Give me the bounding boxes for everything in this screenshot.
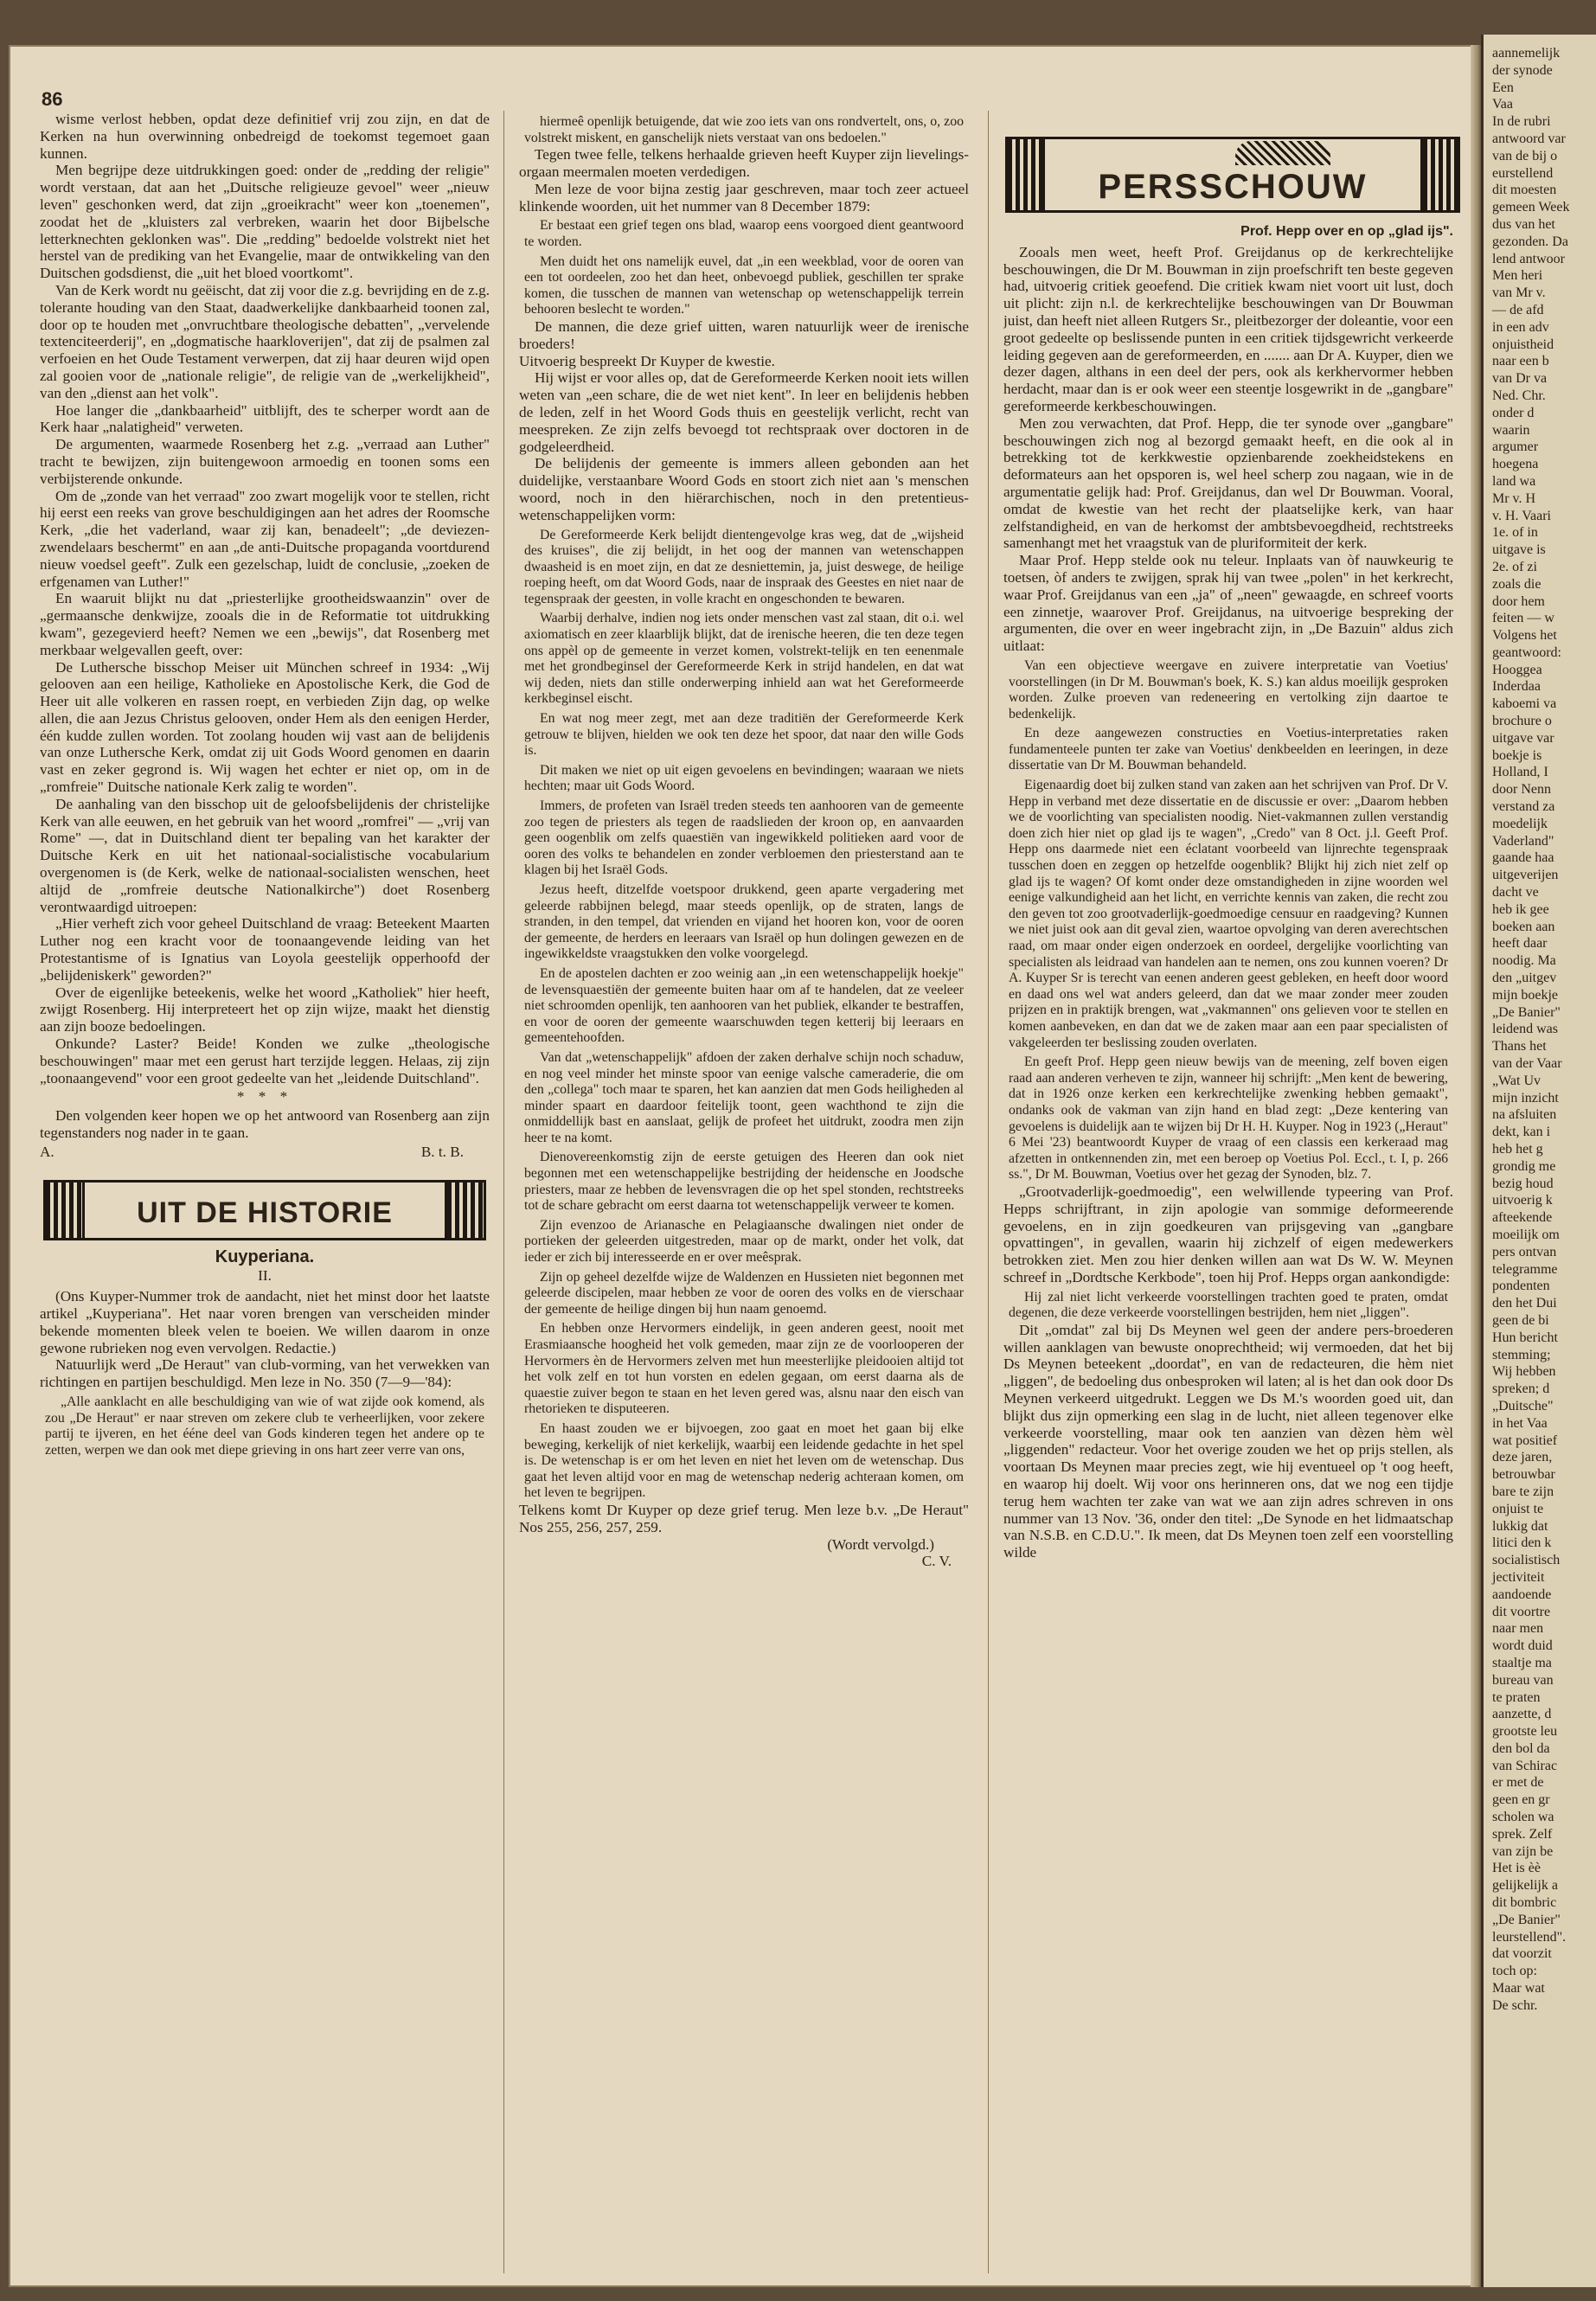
text-line: argumer — [1492, 439, 1539, 455]
text-line: spreken; d — [1492, 1381, 1550, 1397]
paragraph: wisme verlost hebben, opdat deze definitief vrij zou zijn, en dat de Kerken na hun overwinning onbedreigd de toekomst tegemoet gaan kunnen. — [40, 111, 490, 162]
quoted-paragraph: En deze aangewezen constructies en Voetius-interpretaties raken fundamenteele punten ter zake van Voetius' denkbeelden en leeringen, in deze dissertatie van Dr M. Bouwman behandeld. — [1009, 726, 1448, 773]
text-line: heeft daar — [1492, 936, 1548, 952]
text-line: heb ik gee — [1492, 901, 1549, 917]
text-line: De schr. — [1492, 1997, 1538, 2013]
text-line: bare te zijn — [1492, 1484, 1554, 1499]
text-line: wat positief — [1492, 1433, 1558, 1448]
text-line: geen en gr — [1492, 1792, 1550, 1808]
text-line: telegramme — [1492, 1261, 1558, 1277]
quoted-paragraph: En haast zouden we er bijvoegen, zoo gaat en moet het gaan bij elke beweging, kerkelijk of niet kerkelijk, waarbij een leidende gedachte in het spel is. De wetenschap is er om het leven en niet het leven om de wetenschap. Dus gaat het leven altijd voor en mag de wetenschap nederig achteraan komen, om het leven te begrijpen. — [524, 1420, 964, 1501]
uit-de-historie-banner — [43, 1180, 486, 1240]
text-line: aandoende — [1492, 1586, 1552, 1602]
paragraph: De mannen, die deze grief uitten, waren natuurlijk weer de irenische broeders! — [519, 317, 969, 352]
paragraph: Men zou verwachten, dat Prof. Hepp, die ter synode over „gangbare" beschouwingen zich nog al bezorgd gemaakt heeft, en die ook al in betrekking tot de kerkkwestie opzienbarende zoekheidstekens en deformateurs aan het opsporen is, wel heel scherp zou nagaan, wie in de argumentatie gelijk had: Prof. Greijdanus, dan wel Dr Bouwman. Vooral, omdat de kwestie van het recht der plaatselijke kerk, van haar zelfstandigheid, en van de herkomst der ambtsbevoegdheid, rechtstreeks samenhangt met het vraagstuk van de pluriformiteit der kerk. — [1003, 414, 1453, 552]
signature-left: A. — [40, 1143, 54, 1160]
text-line: grootste leu — [1492, 1724, 1558, 1740]
paragraph: Tegen twee felle, telkens herhaalde grieven heeft Kuyper zijn lievelings-orgaan meermalen moeten verdedigen. — [519, 146, 969, 180]
text-line: mijn boekje — [1492, 987, 1558, 1003]
column-divider-2 — [988, 111, 989, 2273]
quoted-paragraph: Hij zal niet licht verkeerde voorstellingen trachten goed te praten, omdat degenen, die deze verkeerde voorstellingen bestrijden, hem niet „liggen". — [1009, 1289, 1448, 1321]
text-line: Mr v. H — [1492, 490, 1536, 506]
text-line: afteekende — [1492, 1210, 1553, 1226]
text-line: Hun bericht — [1492, 1330, 1558, 1345]
text-line: brochure o — [1492, 714, 1552, 729]
text-line: zoals die — [1492, 576, 1542, 592]
text-line: deze jaren, — [1492, 1450, 1553, 1465]
paragraph: Men leze de voor bijna zestig jaar geschreven, maar toch zeer actueel klinkende woorden, uit het nummer van 8 December 1879: — [519, 180, 969, 215]
text-line: uitgave is — [1492, 542, 1546, 558]
text-line: den het Dui — [1492, 1296, 1557, 1311]
text-line: dat voorzit — [1492, 1946, 1552, 1962]
quoted-paragraph: Men duidt het ons namelijk euvel, dat „in een weekblad, voor de ooren van een tot oordeelen, zoo het dan heet, onbevoegd publiek, geschillen ter sprake komen, die tusschen de mannen van wetenschap op wetenschappelijk terrein behooren beslecht te worden." — [524, 253, 964, 317]
text-line: dus van het — [1492, 216, 1555, 232]
text-line: Thans het — [1492, 1039, 1547, 1054]
text-line: sprek. Zelf — [1492, 1826, 1553, 1842]
text-line: gezonden. Da — [1492, 234, 1568, 249]
paragraph: Hoe langer die „dankbaarheid" uitblijft, des te scherper wordt aan de Kerk haar „nalatigheid" verweten. — [40, 401, 490, 436]
quoted-paragraph: Zijn op geheel dezelfde wijze de Waldenzen en Hussieten niet begonnen met geleerde discipelen, maar hebben ze voor de ooren des volks en de vierschaar der gemeente de heilige dingen bij hun naam genoemd. — [524, 1269, 964, 1317]
text-line: van de bij o — [1492, 148, 1558, 163]
page-number: 86 — [42, 88, 63, 110]
paragraph: (Ons Kuyper-Nummer trok de aandacht, niet het minst door het laatste artikel „Kuyperiana". Het naar voren brengen van verscheiden minder bekende momenten bleek velen te boeien. We willen daarom in onze gewone rubrieken nog even vervolgen. Redactie.) — [40, 1288, 490, 1356]
text-line: aanzette, d — [1492, 1707, 1552, 1722]
text-line: dit voortre — [1492, 1604, 1551, 1619]
text-line: pondenten — [1492, 1279, 1550, 1294]
text-line: in een adv — [1492, 319, 1549, 335]
column-3 — [1003, 138, 1453, 2301]
article-title-hepp: Prof. Hepp over en op „glad ijs". — [1240, 224, 1453, 239]
paragraph: Hij wijst er voor alles op, dat de Gereformeerde Kerken nooit iets willen weten van „een schare, die de wet niet kent". In leer en belijdenis hebben de leden, zelf in het Woord Gods thuis en geestelijk verlicht, recht van meespreken. Ze zijn zelfs bevoegd tot rechtspraak over doctoren in de godgeleerdheid. — [519, 369, 969, 455]
text-line: Holland, I — [1492, 765, 1548, 780]
text-line: na afsluiten — [1492, 1107, 1557, 1123]
text-line: bezig houd — [1492, 1176, 1554, 1191]
text-line: dit bombric — [1492, 1895, 1557, 1911]
text-line: v. H. Vaari — [1492, 508, 1551, 523]
next-page-strip — [1481, 35, 1596, 2287]
text-line: uitgeverijen — [1492, 868, 1559, 883]
text-line: In de rubri — [1492, 114, 1551, 130]
text-line: van zijn be — [1492, 1843, 1554, 1859]
quoted-paragraph: Immers, de profeten van Israël treden steeds ten aanhooren van de gemeente zoo tegen de priesters als tegen de raadslieden der kroon op, en aanvaarden geen oogenblik om zelfs quaestiën van ingewikkeld politieken aard voor de ooren des volks te behandelen en zonder verbloemen den priesterstand aan te klagen bij het Israël Gods. — [524, 798, 964, 878]
text-line: Vaa — [1492, 97, 1513, 112]
text-line: Ned. Chr. — [1492, 388, 1546, 403]
paragraph: De belijdenis der gemeente is immers alleen gebonden aan het duidelijke, verstaanbare Woord Gods en stoort zich niet aan 's menschen woord, noch in den hiërarchischen, noch in den pretentieus-wetenschappelijken vorm: — [519, 455, 969, 523]
text-line: leurstellend". — [1492, 1929, 1567, 1945]
text-line: pers ontvan — [1492, 1244, 1557, 1259]
text-line: 1e. of in — [1492, 525, 1538, 541]
text-line: antwoord var — [1492, 131, 1566, 146]
text-line: van Dr va — [1492, 371, 1548, 387]
paragraph: Over de eigenlijke beteekenis, welke het woord „Katholiek" hier heeft, zwijgt Rosenberg. Hij interpreteert het op zijn wijze, maakt het dienstig aan zijn booze bedoelingen. — [40, 984, 490, 1035]
paragraph: Om de „zonde van het verraad" zoo zwart mogelijk voor te stellen, richt hij eerst een reeks van grove beschuldigingen aan het adres der Roomsche Kerk, „die het vaderland, waar zij kan, benadeelt"; „de deviezen-zwendelaars beschermt" en aan „de anti-Duitsche propaganda voortdurend nieuw voedsel geeft". Zulk een gezelschap, luidt de conclusie, „zoeken de erfgenamen van Luther!" — [40, 487, 490, 590]
text-line: dit moesten — [1492, 183, 1557, 198]
text-line: grondig me — [1492, 1158, 1556, 1174]
text-line: staaltje ma — [1492, 1655, 1552, 1670]
text-line: Inderdaa — [1492, 679, 1541, 695]
text-line: land wa — [1492, 473, 1536, 489]
text-line: aannemelijk — [1492, 46, 1561, 61]
text-line: Volgens het — [1492, 628, 1557, 644]
next-page-text — [1484, 35, 1596, 2015]
author-initials: C. V. — [921, 1553, 952, 1570]
paragraph: „Grootvaderlijk-goedmoedig", een welwillende typeering van Prof. Hepps schrijftrant, in zijn apologie van sommige deformeerende gevoelens, en in zijn goedkeuren van prijsgeving van „gangbare opvattingen", in gevallen, waarin hij zichzelf of eigen medewerkers betrokken ziet. Men zou hier denken willen aan wat Ds W. W. Meynen schreef in „Dordtsche Kerkbode", toen hij Prof. Hepps organ aankondigde: — [1003, 1183, 1453, 1285]
banner-stripes-right — [447, 1183, 484, 1238]
kuyperiana-title: Kuyperiana. — [215, 1247, 315, 1266]
text-line: Maar wat — [1492, 1981, 1545, 1997]
text-line: onder d — [1492, 405, 1535, 420]
section-stars: * * * — [236, 1088, 293, 1106]
text-line: Een — [1492, 80, 1514, 95]
signature-right: B. t. B. — [420, 1143, 464, 1160]
part-numeral: II. — [258, 1267, 272, 1285]
quoted-paragraph: En de apostelen dachten er zoo weinig aan „in een wetenschappelijk hoekje" de levensquaestiën der gemeente buiten haar om af te handelen, dat ze veeleer niet schroomden openlijk, ten aanhooren van het publiek, elkander te bestraffen, en voor de ooren der gemeente waarschuwden tegen ketterij bij leeraars en gemeentehoofden. — [524, 965, 964, 1046]
paragraph: De Luthersche bisschop Meiser uit München schreef in 1934: „Wij gelooven aan een heilige, Katholieke en Apostolische Kerk, die God de Heer uit alle volkeren en rassen roept, en verbieden Zijn dag, op welke allen, die aan Jezus Christus gelooven, onder Hem als den eenigen Herder, één kudde zullen worden. Tot zoolang houden wij vast aan de belijdenis van onze Luthersche Kerk, omdat zij uit Gods Woord genomen en daarin vast en zeker gegrond is. Wij wagen het echter er niet op, om in de „romfreie" Duitsche nationale Kerk zalig te worden". — [40, 658, 490, 796]
article-rosenberg — [40, 111, 490, 1086]
text-line: litici den k — [1492, 1535, 1552, 1551]
text-line: naar een b — [1492, 354, 1549, 369]
text-line: mijn inzicht — [1492, 1090, 1559, 1106]
quoted-paragraph: Van een objectieve weergave en zuivere interpretatie van Voetius' voorstellingen (in Dr M. Bouwman's boek, K. S.) kan aldus moeilijk gesproken worden. Zulke proeven van redeneering en vertolking zijn daartoe te bedenkelijk. — [1009, 657, 1448, 721]
text-line: geantwoord: — [1492, 644, 1561, 660]
text-line: gemeen Week — [1492, 200, 1570, 215]
text-line: moedelijk — [1492, 816, 1548, 831]
text-line: naar men — [1492, 1621, 1544, 1637]
quoted-paragraph: Van dat „wetenschappelijk" afdoen der zaken derhalve schijn noch schaduw, en nog veel minder het minste spoor van eenige valsche cameraderie, die om den „collega" toch maar te sparen, het kan aanzien dat men Gods heiligheden al minder spaart en daardoor feitelijk toont, geen wachthond te zijn die onmiddellijk bast en aanslaat, gelijk de profeet het uitdrukt, zoodra men zijn heer te na komt. — [524, 1049, 964, 1145]
kuyperiana-quote: „Alle aanklacht en alle beschuldiging van wie of wat zijde ook komend, als zou „De Heraut" er naar streven om zekere club te verheerlijken, voor zekere partij te ijveren, en het ééne deel van Gods kinderen tegen het andere op te zetten, werpen we dan ook met diepe grieving in ons hart zeer verre van ons, — [45, 1394, 484, 1458]
text-line: te praten — [1492, 1689, 1541, 1705]
text-line: betrouwbar — [1492, 1467, 1555, 1483]
text-line: gelijkelijk a — [1492, 1878, 1558, 1894]
quoted-paragraph: Er bestaat een grief tegen ons blad, waarop eens voorgoed dient geantwoord te worden. — [524, 218, 964, 249]
text-line: boekje is — [1492, 747, 1542, 763]
paragraph: „Hier verheft zich voor geheel Duitschland de vraag: Beteekent Maarten Luther nog een kracht voor de toonaangevende leiding van het Protestantisme of is Ignatius van Loyola geestelijk opperhoofd der „belijdeniskerk" geworden?" — [40, 915, 490, 984]
text-line: eurstellend — [1492, 165, 1554, 181]
text-line: hoegena — [1492, 457, 1539, 472]
text-line: toch op: — [1492, 1964, 1537, 1979]
text-line: „De Banier" — [1492, 1912, 1561, 1927]
quoted-paragraph: En geeft Prof. Hepp geen nieuw bewijs van de meening, zelf boven eigen raad aan anderen verheven te zijn, wanneer hij schrijft: „Men kent de bewering, dat in 1926 onze kerken een kerkrechtelijke zwenking hebben gemaakt", ondanks ook de vakman van zijn hand en blad zegt: „Deze kentering van gevoelens is duidelijk aan te wijzen bij Dr H. H. Kuyper. Nog in 1923 („Heraut" 6 Mei '23) beantwoordt Kuyper de vraag of een classis een kerkeraad mag afzetten in ontkennenden zin, met een beroep op Voetius Pol. Eccl., t. I, p. 266 ss.", Dr M. Bouwman, Voetius over het gezag der Synoden, blz. 7. — [1009, 1054, 1448, 1183]
text-line: dacht ve — [1492, 885, 1539, 901]
quoted-paragraph: De Gereformeerde Kerk belijdt dientengevolge kras weg, dat de „wijsheid des kruises", die zij belijdt, in het oog der mannen van wetenschappen dwaasheid is en moet zijn, en dat ze desniettemin, ja, juist deswege, de heilige roeping heeft, om dat Woord Gods, naar de inspraak des Geestes en niet naar de tegenspraak der geesten, in volle kracht en ongeschonden te bewaren. — [524, 527, 964, 606]
text-line: in het Vaa — [1492, 1415, 1548, 1431]
text-line: lend antwoor — [1492, 251, 1565, 266]
text-line: dekt, kan i — [1492, 1125, 1551, 1140]
text-line: uitgave var — [1492, 730, 1554, 746]
text-line: verstand za — [1492, 799, 1555, 815]
quoted-paragraph: Dienovereenkomstig zijn de eerste getuigen des Heeren dan ook niet begonnen met een wetenschappelijke bestrijding der heidensche en Joodsche priesters, maar ze hebben de levensvragen die op het spel stonden, rechtstreeks tot de schare gebracht om eerst daarna tot wetenschappelijk verweer te komen. — [524, 1150, 964, 1214]
signature — [40, 1144, 490, 1161]
quoted-paragraph: Jezus heeft, ditzelfde voetspoor drukkend, geen aparte vergadering met geleerde rabbijnen belegd, maar steeds openlijk, op de straten, langs de stranden, in den tempel, dat vrienden en vijand het hooren kon, voor de ooren der gemeente, de herders en leeraars van Israël op hun dolingen gewezen en de ingewikkeldste vraagstukken den volke voorgelegd. — [524, 881, 964, 962]
quoted-paragraph: Waarbij derhalve, indien nog iets onder menschen vast zal staan, dit o.i. wel axiomatisch en zeer klaarblijk blijkt, dat de irenische heeren, die ten deze tegen ons appèl op de gemeente in verzet komen, volstrekt-telijk en ten eenenmale met het grondbeginsel der Gereformeerde Kerk in strijd handelen, en dat wat wij deden, niets dan stille onderwerping inhield aan wat het Gereformeerde kerkbeginsel eischt. — [524, 611, 964, 707]
text-line: heb het g — [1492, 1142, 1543, 1157]
paragraph: En waaruit blijkt nu dat „priesterlijke grootheidswaanzin" over de „germaansche denkwijze, zooals die in de Reformatie tot uitdrukking kwam", gezegevierd heeft? Nemen we een „bewijs", dat Rosenberg met merkbaar welgevallen geeft, over: — [40, 590, 490, 658]
text-line: 2e. of zi — [1492, 559, 1537, 574]
closing-paragraph: Den volgenden keer hopen we op het antwoord van Rosenberg aan zijn tegenstanders nog nader in te gaan. — [40, 1107, 490, 1142]
banner-title: UIT DE HISTORIE — [82, 1183, 447, 1238]
text-line: jectiviteit — [1492, 1569, 1545, 1585]
text-line: noodig. Ma — [1492, 953, 1556, 969]
text-line: den bol da — [1492, 1740, 1550, 1756]
text-line: den „uitgev — [1492, 971, 1557, 986]
banner-spacer — [1003, 138, 1453, 221]
paragraph: Men begrijpe deze uitdrukkingen goed: onder de „redding der religie" wordt verstaan, dat aan het „Duitsche religieuze gevoel" weer „nieuw leven" geschonken werd, dat zijn „groeikracht" weer kon „toenemen", zoodat het de „kluisters zal verbreken, waarin het door Bijbelsche letterknechten geklonken was". Die „redding" bedoelde volstrekt niet het herstel van de prediking van het Evangelie, maar de ontwikkeling van den Duitschen godsdienst, die „uit het bloed voortkomt". — [40, 162, 490, 282]
paragraph: De aanhaling van den bisschop uit de geloofsbelijdenis der christelijke Kerk van alle eeuwen, en het gebruik van het woord „romfrei" — „vrij van Rome" —, dat in Duitschland dient ter bepaling van het karakter der Duitsche Kerk en uit het nationaal-socialistische vocabularium overgenomen is (de Kerk, welke de nationaal-socialisten wenschen, heet altijd de „romfreie deutsche Nationalkirche") doet Rosenberg verontwaardigd uitroepen: — [40, 795, 490, 915]
newspaper-page — [9, 45, 1479, 2287]
text-line: Wij hebben — [1492, 1364, 1556, 1380]
article-kuyperiana-cont — [519, 114, 969, 1536]
column-2 — [519, 111, 969, 2273]
text-line: waarin — [1492, 422, 1530, 438]
text-line: Het is èè — [1492, 1861, 1541, 1876]
article-hepp — [1003, 244, 1453, 1561]
quoted-paragraph: hiermeê openlijk betuigende, dat wie zoo iets van ons rondvertelt, ons, o, zoo volstrekt miskent, en ganschelijk niets verstaat van ons bedoelen." — [524, 114, 964, 145]
quoted-paragraph: Zijn evenzoo de Arianasche en Pelagiaansche dwalingen niet onder de portieken der geleerden uitgestreden, maar op de markt, onder het volk, dat ieder er zich bij interesseerde en er over meêsprak. — [524, 1217, 964, 1266]
text-line: door hem — [1492, 593, 1545, 609]
paragraph: Onkunde? Laster? Beide! Konden we zulke „theologische beschouwingen" maar met een gerust hart terzijde leggen. Helaas, zij zijn „toonaangevend" voor een groot gedeelte van het „leidende Duitschland". — [40, 1035, 490, 1086]
text-line: geen de bi — [1492, 1312, 1549, 1328]
text-line: „Wat Uv — [1492, 1073, 1542, 1088]
text-line: — de afd — [1492, 302, 1544, 317]
paragraph: Maar Prof. Hepp stelde ook nu teleur. Inplaats van òf nauwkeurig te toetsen, òf anders te zwijgen, sprak hij van twee „polen" in het kerkrecht, waar Prof. Greijdanus van een „ja" of „neen" gewaagde, en schreef voorts een zinnetje, waarover Prof. Greijdanus, na uitvoerige bespreking der argumenten, die over en weer ingebracht zijn, in „De Bazuin" aldus zich uitlaat: — [1003, 552, 1453, 655]
text-line: van Mr v. — [1492, 285, 1546, 301]
text-line: gaande haa — [1492, 850, 1554, 866]
text-line: door Nenn — [1492, 782, 1551, 798]
text-line: wordt duid — [1492, 1638, 1553, 1654]
text-line: boeken aan — [1492, 919, 1555, 934]
text-line: leidend was — [1492, 1022, 1558, 1037]
text-line: onjuist te — [1492, 1501, 1544, 1516]
paragraph: Natuurlijk werd „De Heraut" van club-vorming, van het verwekken van richtingen en partijen beschuldigd. Men leze in No. 350 (7—9—'84): — [40, 1356, 490, 1391]
text-line: scholen wa — [1492, 1810, 1554, 1825]
paragraph: De argumenten, waarmede Rosenberg het z.g. „verraad aan Luther" tracht te bewijzen, zijn buitengewoon armoedig en toonen soms een verbijsterende onkunde. — [40, 436, 490, 487]
text-line: Hooggea — [1492, 662, 1542, 677]
text-line: „Duitsche" — [1492, 1398, 1554, 1413]
column-1 — [40, 111, 490, 2273]
text-line: uitvoerig k — [1492, 1193, 1553, 1208]
paragraph: Zooals men weet, heeft Prof. Greijdanus op de kerkrechtelijke beschouwingen, die Dr M. Bouwman in zijn proefschrift ten beste gegeven had, uitvoerig critiek geoefend. Die critiek kwam niet voort uit lust, doch uit plicht: zijn n.l. de kerkrechtelijke beschouwingen van Dr Bouwman juist, dan heeft niet alleen Rutgers Sr., pleitbezorger der doleantie, voor een groot gedeelte op beslissende punten in een critiek tijdsgewricht verkeerde leiding gegeven aan de gereformeerden, en ....... aan Dr A. Kuyper, dien we dezer dagen, althans in een deel der pers, ook als kerkhervormer hebben herdacht, maar dan is er ook weer een steentje losgewrikt in de „gangbare" gereformeerde kerkbeschouwingen. — [1003, 243, 1453, 414]
text-line: der synode — [1492, 62, 1553, 78]
text-line: „De Banier" — [1492, 1004, 1561, 1020]
paragraph: Telkens komt Dr Kuyper op deze grief terug. Men leze b.v. „De Heraut" Nos 255, 256, 257, 259. — [519, 1501, 969, 1535]
text-line: bureau van — [1492, 1672, 1554, 1688]
quoted-paragraph: En wat nog meer zegt, met aan deze traditiën der Gereformeerde Kerk getrouw te blijven, hielden we ook ten deze het spoor, dat naar den wille Gods is. — [524, 711, 964, 759]
banner-title: PERSSCHOUW — [1098, 168, 1368, 206]
to-be-continued: (Wordt vervolgd.) — [827, 1535, 934, 1553]
paragraph: Uitvoerig bespreekt Dr Kuyper de kwestie. — [519, 352, 775, 369]
text-line: van der Vaar — [1492, 1056, 1562, 1072]
text-line: Vaderland" — [1492, 833, 1554, 849]
quoted-paragraph: Eigenaardig doet bij zulken stand van zaken aan het schrijven van Prof. Dr V. Hepp in verband met deze dissertatie en de discussie er over: „Daarom hebben we de voorlichting van specialisten noodig. Niet-vakmannen zullen verstandig doen zich hier niet op glad ijs te wagen", „Credo" van 8 Oct. j.l. Geeft Prof. Hepp ons daarmede niet een éclatant voorbeeld van lijnrechte tegenspraak tusschen doen en zeggen op hetzelfde oogenblik? Blijkt hij zich niet zelf op glad ijs te wagen? Of komt onder deze omstandigheden in zijne woorden wel eenige valkundigheid aan het licht, en verrichte kennis van zaken, die recht zou den geven tot zoo grootvaderlijk-goedmoedige censuur en raadgeving? Kunnen we niet juist ook aan dit geval zien, waartoe opvolging van deren averechtschen raad, om maar onder eigen onderzoek en oordeel, dergelijke voorlichting van specialisten als leidraad van handelen aan te nemen, ons zou kunnen voeren? Dr A. Kuyper Sr is terecht van eenen anderen geest gebleken, en heeft door woord en daad ons wel wat anders geleerd, dan dat we maar zonder meer zouden prijzen en in praktijk brengen, wat „vakmannen" ons gelieven voor te stellen en komen aanbeveken, en dan dat we de zaken maar aan een paar specialisten of vakgeleerden ter beslissing zouden overlaten. — [1009, 778, 1448, 1050]
text-line: onjuistheid — [1492, 336, 1554, 352]
column-divider-1 — [503, 111, 504, 2273]
text-line: stemming; — [1492, 1347, 1551, 1362]
article-kuyperiana — [40, 1288, 490, 1391]
text-line: socialistisch — [1492, 1553, 1561, 1568]
paragraph: Van de Kerk wordt nu geëischt, dat zij voor die z.g. bevrijding en de z.g. tolerante houding van den Staat, daadwerkelijke dankbaarheid toonen zal, door op te houden met „onvruchtbare theologische debatten", „vervelende textenciteerderij", en „dogmatische haarkloverijen", dat zij de psalmen zal verfoeien en het Oude Testament verwerpen, dat zij haar deuren wijd open zal gooien voor de „nationale religie", de religie van de „werkelijkheid", van den „dienst aan het volk". — [40, 281, 490, 401]
quoted-paragraph: En hebben onze Hervormers eindelijk, in geen anderen geest, nooit met Erasmiaansche hoogheid het volk gemeden, maar zijn ze de voorlooperen der Hervormers èn de Hervormers zelven met hun meesterlijke pleidooien altijd tot het volk zelf en tot hun vorsten en edelen gegaan, om eerst daarna als de quaestie zuiver begon te staan en het leven gered was, alsnu naar den eisch van rhetorieken te disputeeren. — [524, 1321, 964, 1417]
text-line: kaboemi va — [1492, 696, 1557, 712]
text-line: van Schirac — [1492, 1758, 1558, 1773]
text-line: lukkig dat — [1492, 1518, 1548, 1534]
quoted-paragraph: Dit maken we niet op uit eigen gevoelens en bevindingen; waaraan we niets hechten; maar uit Gods Woord. — [524, 762, 964, 794]
paragraph: Dit „omdat" zal bij Ds Meynen wel geen der andere pers-broederen willen aanklagen van bewuste onoprechtheid; wij vermoeden, dat het bij Ds Meynen beteekent „doordat", en van de redacteuren, die hèm niet „liggen", de bedoeling dus onbesproken wil laten; al is het dan ook door Ds Meynen verkeerd uitgedrukt. Leggen we Ds M.'s woorden goed uit, dan blijkt dus zijn opmerking een slag in de lucht, niet alleen tegenover elke verkeerde voorstelling, maar ook ten aanzien van dèzen hèm wèl „liggenden" redacteur. Voor het overige zouden we het op prijs stellen, als voortaan Ds Meynen maar precies zegt, wie hij eventueel op 't oog heeft, en waarop hij doelt. Wij voor ons herinneren ons, dat we nog een tijdje terug hem wachten ter zake van wat we aan zijn adres schreven in ons nummer van 13 Nov. '36, onder den titel: „De Synode en het lidmaatschap van N.S.B. en C.D.U.". Ik meen, dat Ds Meynen toen zelf een voorstelling wilde — [1003, 1321, 1453, 1561]
text-line: Men heri — [1492, 268, 1543, 284]
text-line: er met de — [1492, 1775, 1544, 1791]
banner-stripes-left — [46, 1183, 82, 1238]
text-line: feiten — w — [1492, 611, 1554, 626]
text-line: moeilijk om — [1492, 1227, 1560, 1242]
